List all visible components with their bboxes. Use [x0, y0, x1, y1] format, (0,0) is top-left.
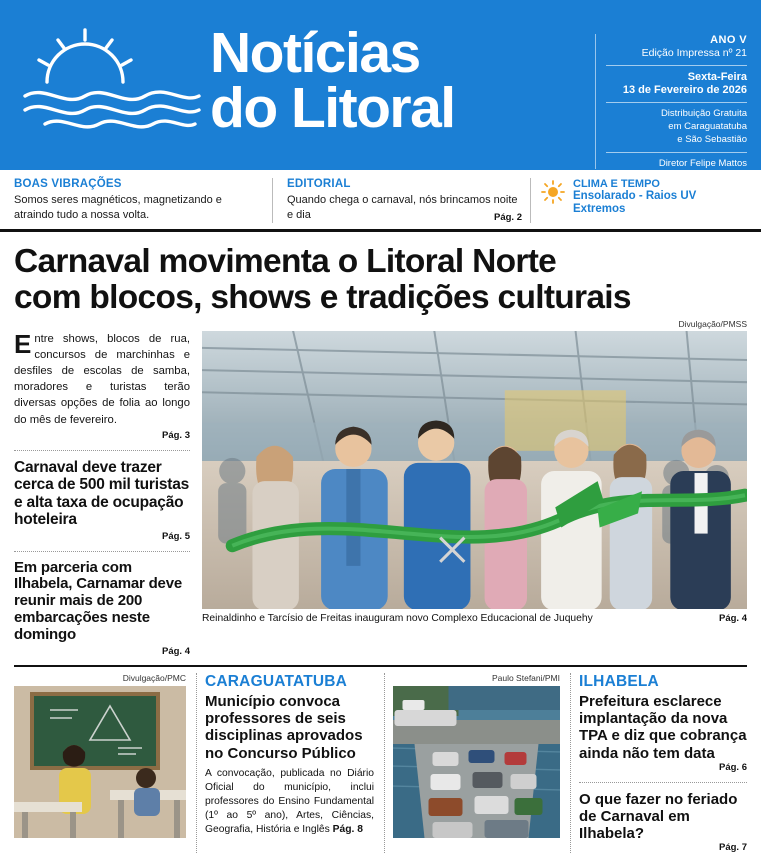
secondary-story-turismo[interactable]	[14, 459, 190, 542]
distribution-line2: em Caraguatatuba	[668, 120, 747, 132]
story-headline-secondary: O que fazer no feriado de Carnaval em Ilhabela?	[579, 790, 738, 842]
edition-number: Edição Impressa nº 21	[641, 47, 747, 59]
page-reference: Pág. 5	[162, 530, 190, 542]
edition-year: ANO V	[710, 34, 747, 46]
distribution-line3: e São Sebastião	[677, 133, 747, 145]
story-ilhabela-photo	[384, 673, 560, 853]
page-title	[14, 244, 747, 316]
story-headline: Município convoca professores de seis disciplinas aprovados no Concurso Público	[205, 693, 363, 762]
top-teaser-strip	[0, 170, 761, 232]
teaser-boas-vibracoes[interactable]	[14, 178, 272, 223]
classroom-photo	[14, 686, 186, 838]
page-reference: Pág. 4	[719, 613, 747, 625]
secondary-headline: Em parceria com Ilhabela, Carnamar deve reunir mais de 200 embarcações neste domingo	[14, 558, 182, 644]
story-ilhabela-text[interactable]	[570, 673, 747, 853]
ferry-queue-photo	[393, 686, 560, 838]
divider	[14, 551, 190, 552]
divider	[606, 65, 747, 66]
page-reference: Pág. 6	[719, 761, 747, 773]
photo-credit: Divulgação/PMC	[122, 673, 186, 684]
weather-kicker: CLIMA E TEMPO	[573, 178, 660, 190]
director-name: Diretor Felipe Mattos	[658, 158, 747, 170]
page-reference: Pág. 7	[719, 841, 747, 853]
teaser-editorial[interactable]	[272, 178, 530, 223]
headline-line2: com blocos, shows e tradições culturais	[14, 279, 631, 317]
masthead-title	[210, 21, 595, 140]
drop-cap: E	[14, 329, 32, 360]
distribution-line1: Distribuição Gratuita	[660, 108, 747, 119]
lead-paragraph-text: ntre shows, blocos de rua, concursos de marchinhas e desfiles de escolas de samba, moradores e turistas terão diversas opções de folia ao longo do mês de fevereiro.	[14, 333, 190, 426]
lead-photo-caption	[202, 609, 747, 624]
teaser-text: Somos seres magnéticos, magnetizando e atraindo tudo a nossa volta.	[14, 194, 222, 221]
lead-left-column	[14, 331, 190, 657]
lead-right-column	[202, 331, 747, 657]
page-reference: Pág. 2	[494, 212, 522, 223]
photo-credit: Divulgação/PMSS	[678, 319, 747, 330]
caption-text: Reinaldinho e Tarcísio de Freitas inauguram novo Complexo Educacional de Juquehy	[202, 613, 593, 625]
story-caraguatatuba-photo	[14, 673, 186, 853]
secondary-story-carnamar[interactable]	[14, 560, 190, 658]
story-caraguatatuba-text[interactable]	[196, 673, 374, 853]
divider	[606, 102, 747, 103]
weather-teaser[interactable]	[530, 178, 747, 223]
story-body	[205, 767, 374, 838]
lead-body	[0, 331, 761, 657]
headline-line1: Carnaval movimenta o Litoral Norte	[14, 243, 557, 280]
photo-credit: Paulo Stefani/PMI	[491, 673, 560, 684]
weather-value-line1: Ensolarado - Raios UV	[573, 190, 697, 202]
lead-story	[0, 232, 761, 329]
section-kicker: CARAGUATATUBA	[205, 673, 348, 691]
lead-paragraph	[14, 331, 190, 427]
page-reference: Pág. 3	[162, 429, 190, 441]
divider	[606, 152, 747, 153]
lead-photo	[202, 331, 747, 609]
secondary-headline: Carnaval deve trazer cerca de 500 mil turistas e alta taxa de ocupação hoteleira	[14, 458, 190, 529]
teaser-text: Quando chega o carnaval, nós brincamos noite e dia	[287, 194, 518, 221]
sun-icon	[541, 180, 565, 204]
masthead-edition-info	[595, 34, 747, 169]
weather-value-line2: Extremos	[573, 203, 626, 216]
section-kicker: ILHABELA	[579, 673, 659, 691]
edition-date: 13 de Fevereiro de 2026	[622, 84, 747, 96]
edition-weekday: Sexta-Feira	[687, 71, 747, 83]
page-reference: Pág. 4	[162, 646, 190, 658]
divider	[579, 782, 747, 783]
masthead-title-line1: Notícias	[210, 21, 420, 85]
masthead	[0, 0, 761, 170]
story-headline: Prefeitura esclarece implantação da nova TPA e diz que cobrança ainda não tem data	[579, 693, 747, 762]
page-reference: Pág. 8	[332, 824, 363, 836]
bottom-stories-row	[0, 667, 761, 853]
teaser-kicker: EDITORIAL	[287, 178, 351, 190]
teaser-kicker: BOAS VIBRAÇÕES	[14, 178, 122, 190]
sun-over-waves-icon	[14, 24, 210, 142]
masthead-title-line2: do Litoral	[210, 75, 455, 140]
divider	[14, 450, 190, 451]
story-body-text: A convocação, publicada no Diário Oficial do município, inclui professores do Ensino Fundamental (1º ao 5º ano), Artes, Ciências, Geografia, História e Inglês	[205, 767, 374, 836]
